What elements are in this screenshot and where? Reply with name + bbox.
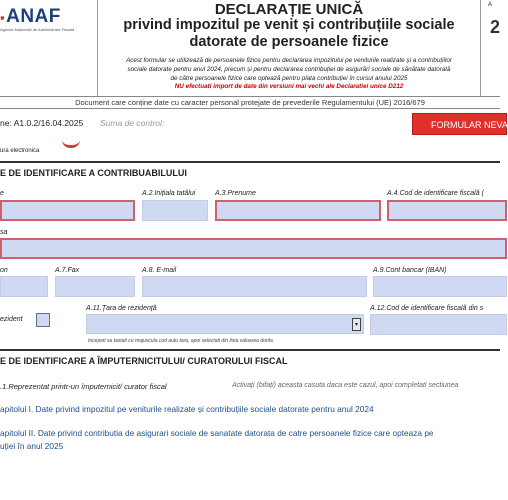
header-divider-right [480, 0, 481, 96]
representative-label: .1.Reprezentat printr-un împuternicit/ curator fiscal [0, 382, 167, 391]
chapter2-link[interactable]: apitolul II. Date privind contributia de asigurari sociale de sanatate datorata de catre persoanele fizice care opteaza pe [0, 428, 434, 438]
cont-input[interactable] [373, 276, 507, 297]
section2-top-line [0, 349, 500, 351]
prenume-input[interactable] [215, 200, 381, 221]
form-subtitle-1: privind impozitul pe venit și contribuțiile sociale [123, 17, 455, 33]
telefon-label: on [0, 267, 8, 274]
header-divider [97, 0, 98, 96]
control-sum-label: Suma de control: [100, 118, 165, 128]
email-label: A.8. E-mail [142, 267, 177, 274]
section2-title: E DE IDENTIFICARE A ÎMPUTERNICITULUI/ CURATORULUI FISCAL [0, 356, 288, 366]
cif-label: A.4.Cod de identificare fiscală ( [387, 190, 484, 197]
form-subtitle-2: datorate de persoanele fizice [189, 34, 389, 50]
cif-strain-input[interactable] [370, 314, 507, 335]
signature-note: ura electronica [0, 148, 40, 154]
nume-input[interactable] [0, 200, 135, 221]
chapter1-link[interactable]: apitolul I. Date privind impozitul pe veniturile realizate și contribuțiile sociale datorate pentru anul 2024 [0, 404, 374, 414]
prenume-label: A.3.Prenume [215, 190, 256, 197]
corner-letter: A [488, 2, 493, 8]
import-warning: NU efectuati import de date din versiuni mai vechi ale Declaratiei unice D212 [174, 83, 404, 90]
invalid-form-button[interactable]: FORMULAR NEVA [412, 113, 507, 135]
fax-input[interactable] [55, 276, 135, 297]
section1-title: E DE IDENTIFICARE A CONTRIBUABILULUI [0, 168, 187, 178]
form-description: Acest formular se utilizează de persoanele fizice pentru declararea impozitului pe veniturile realizate și a contribuțiilor sociale datorate pentru anul 2024, precum și pentru declararea contribuției de asigurări sociale de sănătate datorată de către persoanele fizice care optează pentru plata contribuției în cursul anului 2025 [126, 57, 452, 82]
initiala-label: A.2.Inițiala tatălui [142, 190, 196, 197]
cont-label: A.9.Cont bancar (IBAN) [373, 267, 447, 274]
tara-select[interactable] [86, 314, 364, 334]
fax-label: A.7.Fax [55, 267, 80, 274]
country-hint: Incepeti sa tastati cu majuscula cod autu tara, apoi selectati din lista valoarea dorita [88, 338, 273, 344]
agency-name: Agenția Națională de Administrare Fiscală [0, 27, 75, 32]
adresa-input[interactable] [0, 238, 507, 259]
signature-icon [62, 140, 80, 148]
version-label: ne: A1.0.2/16.04.2025 [0, 118, 84, 128]
header-bottom-line [0, 96, 500, 97]
representative-hint: Activați (bifați) aceasta casuta daca este cazul, apoi completati sectiunea [232, 382, 459, 389]
anaf-logo: ▪ANAF [0, 6, 61, 27]
gdpr-note: Document care conține date cu caracter personal protejate de prevederile Regulamentului (UE) 2016/679 [75, 98, 425, 107]
adresa-label: sa [0, 229, 8, 236]
cif-strain-label: A.12.Cod de identificare fiscală din s [370, 305, 484, 312]
email-input[interactable] [142, 276, 367, 297]
note-bottom-line [0, 108, 500, 109]
dropdown-arrow-icon[interactable]: ▾ [352, 318, 361, 331]
cif-input[interactable] [387, 200, 507, 221]
form-title: DECLARAȚIE UNICĂ [214, 1, 364, 18]
initiala-input[interactable] [142, 200, 208, 221]
corner-number: 2 [490, 17, 501, 37]
rezident-label: ezident [0, 316, 23, 323]
section1-top-line [0, 161, 500, 163]
tara-label: A.11.Țara de rezidență [86, 305, 157, 312]
telefon-input[interactable] [0, 276, 48, 297]
nume-label: e [0, 190, 4, 197]
chapter2-link-cont[interactable]: uției în anul 2025 [0, 441, 64, 451]
rezident-checkbox[interactable] [36, 313, 50, 327]
